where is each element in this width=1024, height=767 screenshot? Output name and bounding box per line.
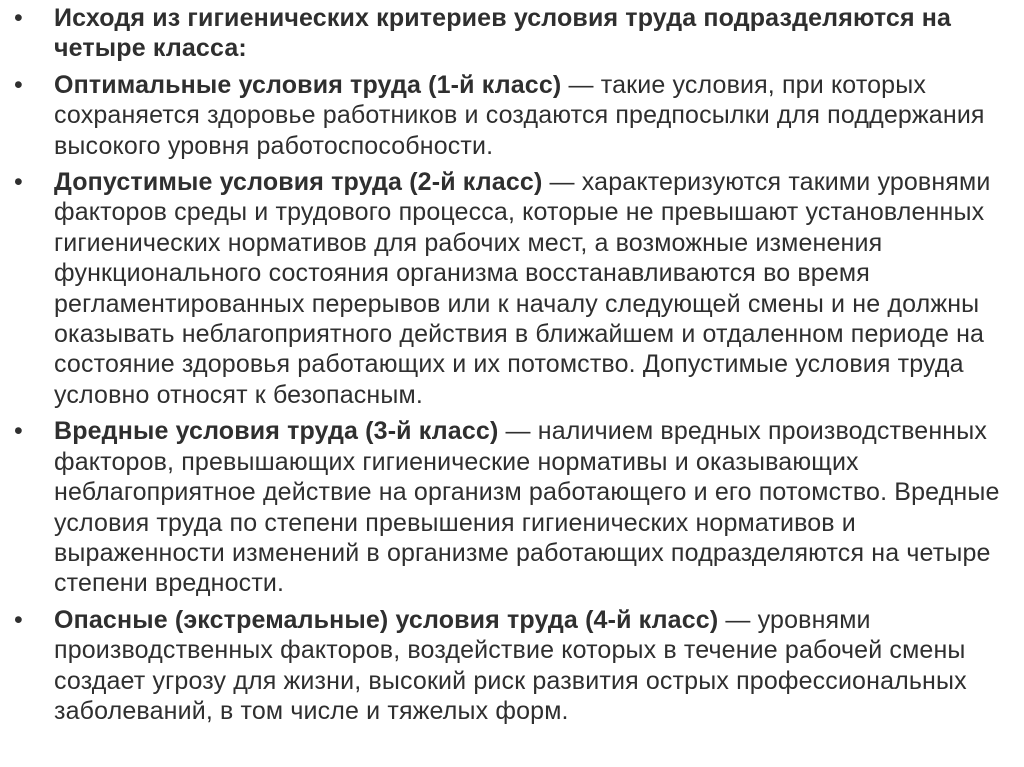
bullet-marker: • bbox=[14, 4, 23, 32]
class-4-term: Опасные (экстремальные) условия труда (4-й класс) bbox=[54, 605, 719, 634]
class-4-description: — уровнями производственных факторов, воздействие которых в течение рабочей смены создает угрозу для жизни, высокий риск развития острых профессиональных заболеваний, в том числе и тяжелых форм. bbox=[54, 605, 967, 725]
bullet-list bbox=[14, 3, 1010, 726]
intro-item bbox=[14, 3, 1010, 64]
class-2-description: — характеризуются такими уровнями факторов среды и трудового процесса, которые не превышают установленных гигиенических нормативов для рабочих мест, а возможные изменения функционального состояния организма восстанавливаются во время регламентированных перерывов или к началу следующей смены и не должны оказывать неблагоприятного действия в ближайшем и отдаленном периоде на состояние здоровья работающих и их потомство. Допустимые условия труда условно относят к безопасным. bbox=[54, 168, 991, 409]
class-2-term: Допустимые условия труда (2-й класс) bbox=[54, 168, 543, 197]
class-3-term: Вредные условия труда (3-й класс) bbox=[54, 417, 499, 446]
class-1-term: Оптимальные условия труда (1-й класс) bbox=[54, 70, 562, 99]
intro-text: Исходя из гигиенических критериев условия труда подразделяются на четыре класса: bbox=[54, 4, 952, 63]
bullet-marker: • bbox=[14, 605, 23, 634]
class-1-description: — такие условия, при которых сохраняется здоровье работников и создаются предпосылки для поддержания высокого уровня работоспособности. bbox=[54, 70, 985, 160]
class-2-item bbox=[14, 167, 1010, 410]
class-4-item bbox=[14, 605, 1010, 727]
class-3-item bbox=[14, 416, 1010, 598]
class-1-item bbox=[14, 70, 1010, 161]
class-3-description: — наличием вредных производственных факторов, превышающих гигиенические нормативы и оказывающих неблагоприятное действие на организм работающего и его потомство. Вредные условия труда по степени превышения гигиенических нормативов и выраженности изменений в организме работающих подразделяются на четыре степени вредности. bbox=[54, 417, 1000, 598]
bullet-marker: • bbox=[14, 417, 23, 446]
bullet-marker: • bbox=[14, 168, 23, 197]
bullet-marker: • bbox=[14, 70, 23, 99]
